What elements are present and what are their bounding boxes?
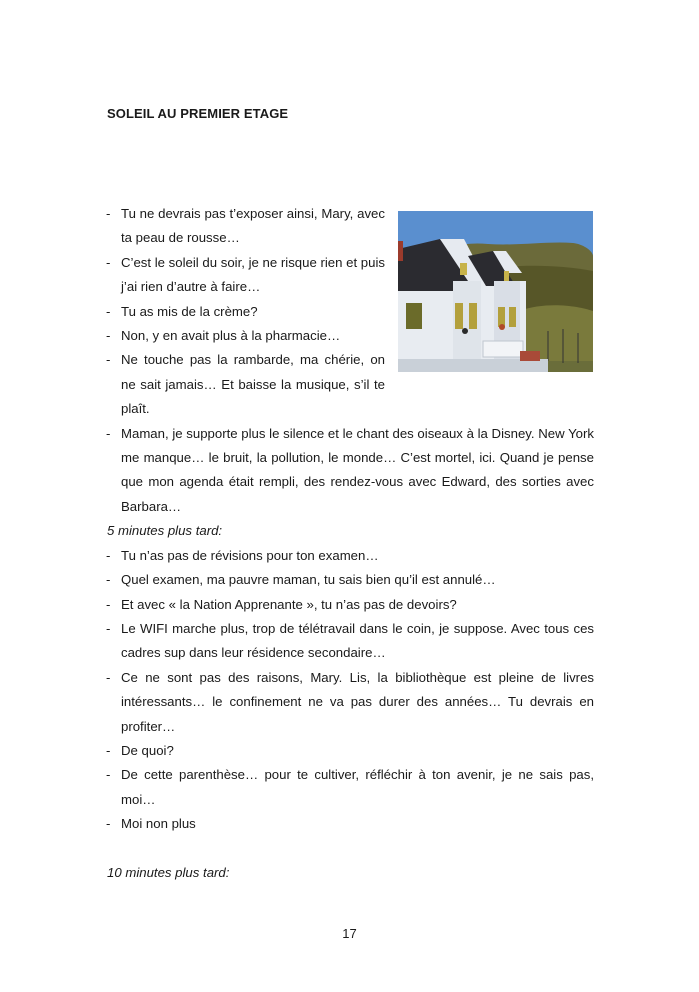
dialogue-text-span: Tu as mis de la crème? — [121, 303, 258, 319]
dialogue-text-span: Ce ne sont pas des raisons, Mary. Lis, la bibliothèque est pleine de livres intéressants… le confinement ne va pas durer des années… Tu devrais en profiter… — [121, 669, 594, 734]
dialogue-line — [107, 202, 385, 251]
dialogue-text-span: Moi non plus — [121, 816, 196, 832]
dialogue-dash: - — [106, 206, 111, 221]
dialogue-text-span: Ne touche pas la rambarde, ma chérie, on ne sait jamais… Et baisse la musique, s’il te plaît. — [121, 352, 385, 417]
dialogue-line — [107, 348, 385, 421]
dialogue-text-span: De quoi? — [121, 742, 174, 758]
dialogue-text-span: De cette parenthèse… pour te cultiver, réfléchir à ton avenir, je ne sais pas, moi… — [121, 767, 594, 807]
dialogue-dash: - — [106, 547, 111, 563]
dialogue-dash: - — [106, 620, 111, 636]
dialogue-text-span: C’est le soleil du soir, je ne risque rien et puis j’ai rien d’autre à faire… — [121, 254, 385, 295]
dialogue-dash: - — [106, 352, 111, 368]
dialogue-line — [107, 251, 385, 300]
paragraph-spacer — [107, 837, 594, 861]
dialogue-text-span: Tu n’as pas de révisions pour ton examen… — [121, 547, 379, 563]
dialogue-dash: - — [106, 767, 111, 783]
dialogue-line — [107, 568, 594, 592]
dialogue-line — [107, 812, 594, 836]
dialogue-text-span: Quel examen, ma pauvre maman, tu sais bien qu’il est annulé… — [121, 572, 496, 588]
dialogue-line — [107, 300, 385, 324]
dialogue-dash: - — [106, 328, 111, 344]
dialogue-text-span: Maman, je supporte plus le silence et le chant des oiseaux à la Disney. New York me manque… le bruit, la pollution, le monde… C’est mortel, ici. Quand je pense que mon agenda était rempli, des rendez-vous avec Edward, des sorties avec Barbara… — [121, 425, 594, 514]
dialogue-line — [107, 763, 594, 812]
dialogue-dash: - — [106, 742, 111, 758]
dialogue-line — [107, 544, 594, 568]
dialogue-dash: - — [106, 816, 111, 832]
dialogue-text — [107, 202, 594, 885]
chapter-title: SOLEIL AU PREMIER ETAGE — [107, 106, 289, 121]
dialogue-dash: - — [106, 596, 111, 612]
dialogue-line — [107, 324, 385, 348]
page-number: 17 — [342, 926, 357, 941]
dialogue-line — [107, 422, 594, 520]
dialogue-line — [107, 739, 594, 763]
dialogue-text-span: Le WIFI marche plus, trop de télétravail dans le coin, je suppose. Avec tous ces cadres sup dans leur résidence secondaire… — [121, 620, 594, 661]
time-marker: 10 minutes plus tard: — [107, 864, 230, 880]
dialogue-line — [107, 666, 594, 739]
dialogue-text-span: Non, y en avait plus à la pharmacie… — [121, 328, 341, 344]
time-marker: 5 minutes plus tard: — [107, 523, 223, 539]
dialogue-dash: - — [106, 303, 111, 319]
dialogue-dash: - — [106, 572, 111, 588]
dialogue-dash: - — [106, 254, 111, 270]
dialogue-dash: - — [106, 425, 111, 441]
dialogue-text-span: Et avec « la Nation Apprenante », tu n’as pas de devoirs? — [121, 596, 457, 612]
dialogue-line — [107, 593, 594, 617]
dialogue-text-span: Tu ne devrais pas t’exposer ainsi, Mary, avec ta peau de rousse… — [121, 206, 385, 246]
dialogue-line — [107, 617, 594, 666]
dialogue-dash: - — [106, 669, 111, 685]
